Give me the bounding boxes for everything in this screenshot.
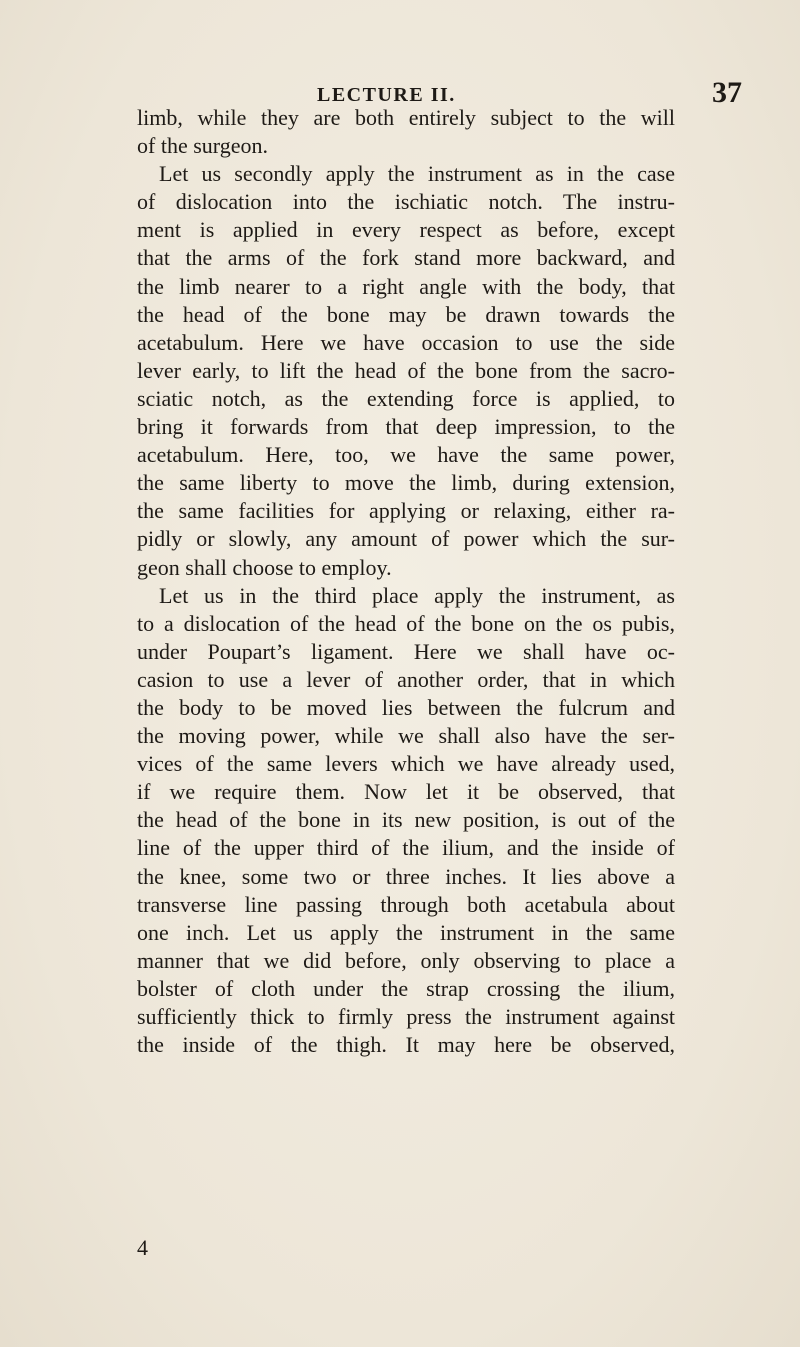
text-line: acetabulum. Here, too, we have the same power, xyxy=(137,442,675,468)
text-line: if we require them. Now let it be observed, that xyxy=(137,779,675,805)
text-line: that the arms of the fork stand more backward, and xyxy=(137,245,675,271)
text-line: sufficiently thick to firmly press the instrument against xyxy=(137,1004,675,1029)
text-line: limb, while they are both entirely subject to the will xyxy=(137,105,675,130)
paragraph-start-line: Let us in the third place apply the instrument, as xyxy=(159,582,675,608)
text-line: under Poupart’s ligament. Here we shall have oc- xyxy=(137,638,675,664)
text-line: of the surgeon. xyxy=(137,133,268,159)
text-line: bring it forwards from that deep impression, to the xyxy=(137,414,675,440)
text-line: the same facilities for applying or relaxing, either ra- xyxy=(137,498,675,524)
text-line: manner that we did before, only observing to place a xyxy=(137,947,675,973)
text-line: the head of the bone may be drawn towards the xyxy=(137,301,675,327)
text-line: the limb nearer to a right angle with the body, that xyxy=(137,273,675,299)
text-line: acetabulum. Here we have occasion to use the side xyxy=(137,329,675,355)
text-line: bolster of cloth under the strap crossing the ilium, xyxy=(137,975,675,1001)
text-line: the head of the bone in its new position, is out of the xyxy=(137,807,675,833)
text-line: one inch. Let us apply the instrument in the same xyxy=(137,919,675,945)
text-line: casion to use a lever of another order, that in which xyxy=(137,666,675,692)
text-line: the body to be moved lies between the fulcrum and xyxy=(137,694,675,720)
running-title: LECTURE II. xyxy=(317,84,456,106)
paragraph-start-line: Let us secondly apply the instrument as in the case xyxy=(159,161,675,187)
text-line: ment is applied in every respect as before, except xyxy=(137,217,675,243)
page-number: 37 xyxy=(712,76,742,109)
text-line: of dislocation into the ischiatic notch. The instru- xyxy=(137,189,675,215)
signature-mark: 4 xyxy=(137,1235,148,1260)
text-line: the knee, some two or three inches. It lies above a xyxy=(137,863,675,889)
text-line: sciatic notch, as the extending force is applied, to xyxy=(137,385,675,411)
text-line: lever early, to lift the head of the bone from the sacro- xyxy=(137,357,675,383)
text-line: line of the upper third of the ilium, and the inside of xyxy=(137,835,675,861)
text-line: the moving power, while we shall also have the ser- xyxy=(137,723,675,749)
body-text xyxy=(137,104,675,1059)
text-line: transverse line passing through both acetabula about xyxy=(137,891,675,917)
text-line: the same liberty to move the limb, during extension, xyxy=(137,470,675,496)
text-line: the inside of the thigh. It may here be observed, xyxy=(137,1032,675,1058)
text-line: vices of the same levers which we have already used, xyxy=(137,751,675,777)
text-line: to a dislocation of the head of the bone on the os pubis, xyxy=(137,610,675,636)
text-line: pidly or slowly, any amount of power which the sur- xyxy=(137,526,675,552)
text-line: geon shall choose to employ. xyxy=(137,554,392,580)
